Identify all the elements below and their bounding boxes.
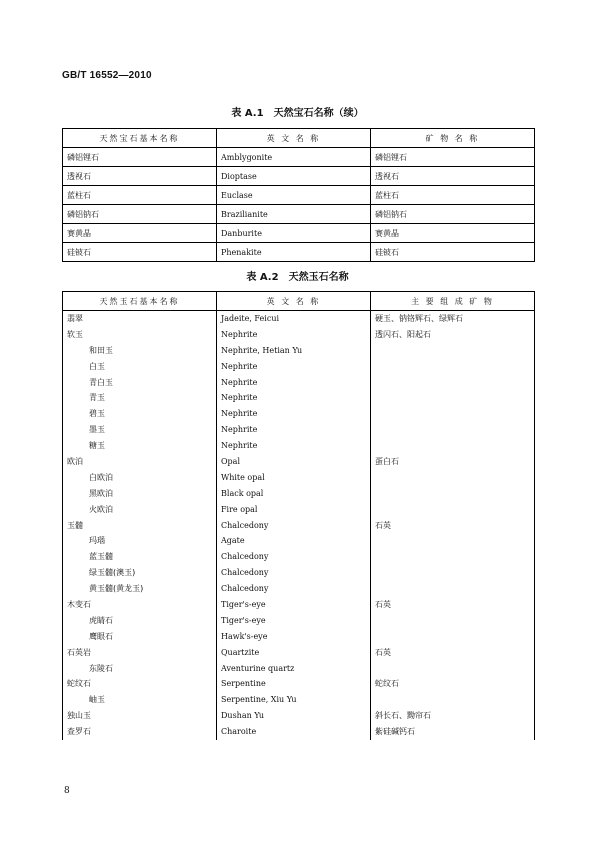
main-mineral: 紫硅碱钙石 bbox=[375, 727, 415, 737]
variety-name: 碧玉 bbox=[89, 409, 105, 419]
mineral-cell bbox=[371, 597, 535, 645]
gem-name-cell: 透视石 bbox=[63, 167, 217, 186]
english-name: White opal bbox=[221, 472, 265, 482]
jade-base-name: 蛇纹石 bbox=[67, 679, 91, 689]
column-header: 天然宝石基本名称 bbox=[63, 129, 217, 148]
mineral-cell bbox=[371, 724, 535, 740]
variety-name: 蓝玉髓 bbox=[89, 552, 113, 562]
english-name-cell: Euclase bbox=[217, 186, 371, 205]
english-name: Chalcedony bbox=[221, 520, 269, 530]
english-name: Tiger's-eye bbox=[221, 600, 266, 610]
english-name: Serpentine bbox=[221, 679, 266, 689]
main-mineral: 蛇纹石 bbox=[375, 679, 399, 689]
english-name: Black opal bbox=[221, 488, 264, 498]
english-name-cell: Danburite bbox=[217, 224, 371, 243]
english-name: Chalcedony bbox=[221, 584, 269, 594]
column-header: 英 文 名 称 bbox=[217, 129, 371, 148]
english-name: Nephrite bbox=[221, 377, 258, 387]
mineral-name-cell: 透视石 bbox=[371, 167, 535, 186]
column-header: 英 文 名 称 bbox=[217, 292, 371, 311]
jade-base-name: 查罗石 bbox=[67, 727, 91, 737]
main-mineral: 石英 bbox=[375, 647, 391, 657]
jade-base-name: 独山玉 bbox=[67, 711, 91, 721]
variety-name: 糖玉 bbox=[89, 441, 105, 451]
english-name: Nephrite, Hetian Yu bbox=[221, 345, 303, 355]
gem-name-cell: 磷铝锂石 bbox=[63, 148, 217, 167]
variety-name: 东陵石 bbox=[89, 663, 113, 673]
gem-name-cell: 赛黄晶 bbox=[63, 224, 217, 243]
english-name: Serpentine, Xiu Yu bbox=[221, 695, 297, 705]
mineral-name-cell: 蓝柱石 bbox=[371, 186, 535, 205]
english-name: Hawk's-eye bbox=[221, 631, 268, 641]
variety-name: 青白玉 bbox=[89, 377, 113, 387]
mineral-name-cell: 磷铝钠石 bbox=[371, 205, 535, 224]
english-name: Agate bbox=[221, 536, 245, 546]
table-row bbox=[63, 224, 535, 243]
english-name: Charoite bbox=[221, 727, 257, 737]
table-a1-title: 表 A.1 天然宝石名称（续） bbox=[231, 108, 364, 119]
english-name: Nephrite bbox=[221, 425, 258, 435]
mineral-name-cell: 赛黄晶 bbox=[371, 224, 535, 243]
jade-name-cell bbox=[63, 454, 217, 518]
table-a2-title: 表 A.2 天然玉石名称 bbox=[246, 272, 349, 283]
english-name-cell bbox=[217, 454, 371, 518]
main-mineral: 蛋白石 bbox=[375, 457, 399, 467]
english-name-cell: Brazilianite bbox=[217, 205, 371, 224]
mineral-name-cell: 磷铝锂石 bbox=[371, 148, 535, 167]
variety-name: 岫玉 bbox=[89, 695, 105, 705]
jade-name-cell bbox=[63, 708, 217, 724]
variety-name: 青玉 bbox=[89, 393, 105, 403]
jade-name-cell bbox=[63, 327, 217, 454]
english-name: Quartzite bbox=[221, 647, 260, 657]
variety-name: 玛瑙 bbox=[89, 536, 105, 546]
table-row bbox=[63, 327, 535, 454]
english-name-cell bbox=[217, 708, 371, 724]
table-row bbox=[63, 186, 535, 205]
english-name-cell: Phenakite bbox=[217, 243, 371, 262]
table-a2 bbox=[62, 291, 535, 740]
english-name: Nephrite bbox=[221, 329, 258, 339]
page-number: 8 bbox=[64, 786, 70, 796]
gem-name-cell: 磷铝钠石 bbox=[63, 205, 217, 224]
variety-name: 黑欧泊 bbox=[89, 488, 113, 498]
jade-name-cell bbox=[63, 724, 217, 740]
english-name: Nephrite bbox=[221, 441, 258, 451]
table-row bbox=[63, 311, 535, 327]
jade-base-name: 玉髓 bbox=[67, 520, 83, 530]
english-name-cell: Amblygonite bbox=[217, 148, 371, 167]
mineral-cell bbox=[371, 311, 535, 327]
english-name: Jadeite, Feicui bbox=[221, 314, 280, 323]
english-name: Nephrite bbox=[221, 409, 258, 419]
jade-name-cell bbox=[63, 311, 217, 327]
main-mineral: 硬玉、钠铬辉石、绿辉石 bbox=[375, 314, 463, 323]
table-a2-header-row bbox=[63, 292, 535, 311]
english-name-cell bbox=[217, 327, 371, 454]
english-name: Opal bbox=[221, 457, 241, 467]
standard-code: GB/T 16552—2010 bbox=[62, 70, 152, 81]
jade-name-cell bbox=[63, 676, 217, 708]
table-row bbox=[63, 243, 535, 262]
table-row bbox=[63, 724, 535, 740]
english-name-cell bbox=[217, 518, 371, 597]
english-name-cell bbox=[217, 676, 371, 708]
variety-name: 黄玉髓(黄龙玉) bbox=[89, 584, 144, 594]
english-name: Chalcedony bbox=[221, 568, 269, 578]
main-mineral: 石英 bbox=[375, 520, 391, 530]
mineral-cell bbox=[371, 708, 535, 724]
table-row bbox=[63, 708, 535, 724]
table-row bbox=[63, 454, 535, 518]
jade-name-cell bbox=[63, 597, 217, 645]
table-row bbox=[63, 167, 535, 186]
english-name-cell bbox=[217, 311, 371, 327]
english-name: Nephrite bbox=[221, 361, 258, 371]
variety-name: 白欧泊 bbox=[89, 472, 113, 482]
table-row bbox=[63, 645, 535, 677]
jade-name-cell bbox=[63, 518, 217, 597]
english-name: Tiger's-eye bbox=[221, 615, 266, 625]
gem-name-cell: 硅铍石 bbox=[63, 243, 217, 262]
variety-name: 虎睛石 bbox=[89, 615, 113, 625]
variety-name: 绿玉髓(澳玉) bbox=[89, 568, 136, 578]
variety-name: 白玉 bbox=[89, 361, 105, 371]
english-name: Dushan Yu bbox=[221, 711, 265, 721]
jade-base-name: 翡翠 bbox=[67, 314, 83, 323]
variety-name: 墨玉 bbox=[89, 425, 105, 435]
column-header: 矿 物 名 称 bbox=[371, 129, 535, 148]
mineral-cell bbox=[371, 327, 535, 454]
english-name-cell bbox=[217, 645, 371, 677]
jade-base-name: 石英岩 bbox=[67, 647, 91, 657]
column-header: 天然玉石基本名称 bbox=[63, 292, 217, 311]
jade-name-cell bbox=[63, 645, 217, 677]
column-header: 主 要 组 成 矿 物 bbox=[371, 292, 535, 311]
mineral-cell bbox=[371, 645, 535, 677]
table-row bbox=[63, 148, 535, 167]
table-row bbox=[63, 518, 535, 597]
mineral-cell bbox=[371, 676, 535, 708]
mineral-name-cell: 硅铍石 bbox=[371, 243, 535, 262]
english-name-cell bbox=[217, 597, 371, 645]
english-name: Nephrite bbox=[221, 393, 258, 403]
english-name: Aventurine quartz bbox=[221, 663, 295, 673]
gem-name-cell: 蓝柱石 bbox=[63, 186, 217, 205]
english-name: Chalcedony bbox=[221, 552, 269, 562]
mineral-cell bbox=[371, 454, 535, 518]
english-name: Fire opal bbox=[221, 504, 258, 514]
table-a1-header-row bbox=[63, 129, 535, 148]
main-mineral: 透闪石、阳起石 bbox=[375, 329, 431, 339]
table-row bbox=[63, 676, 535, 708]
variety-name: 和田玉 bbox=[89, 345, 113, 355]
jade-base-name: 木变石 bbox=[67, 600, 91, 610]
table-row bbox=[63, 597, 535, 645]
table-a1 bbox=[62, 128, 535, 262]
main-mineral: 石英 bbox=[375, 600, 391, 610]
mineral-cell bbox=[371, 518, 535, 597]
english-name-cell bbox=[217, 724, 371, 740]
english-name-cell: Dioptase bbox=[217, 167, 371, 186]
main-mineral: 斜长石、黝帘石 bbox=[375, 711, 431, 721]
variety-name: 火欧泊 bbox=[89, 504, 113, 514]
jade-base-name: 软玉 bbox=[67, 329, 83, 339]
table-row bbox=[63, 205, 535, 224]
variety-name: 鹰眼石 bbox=[89, 631, 113, 641]
jade-base-name: 欧泊 bbox=[67, 457, 83, 467]
